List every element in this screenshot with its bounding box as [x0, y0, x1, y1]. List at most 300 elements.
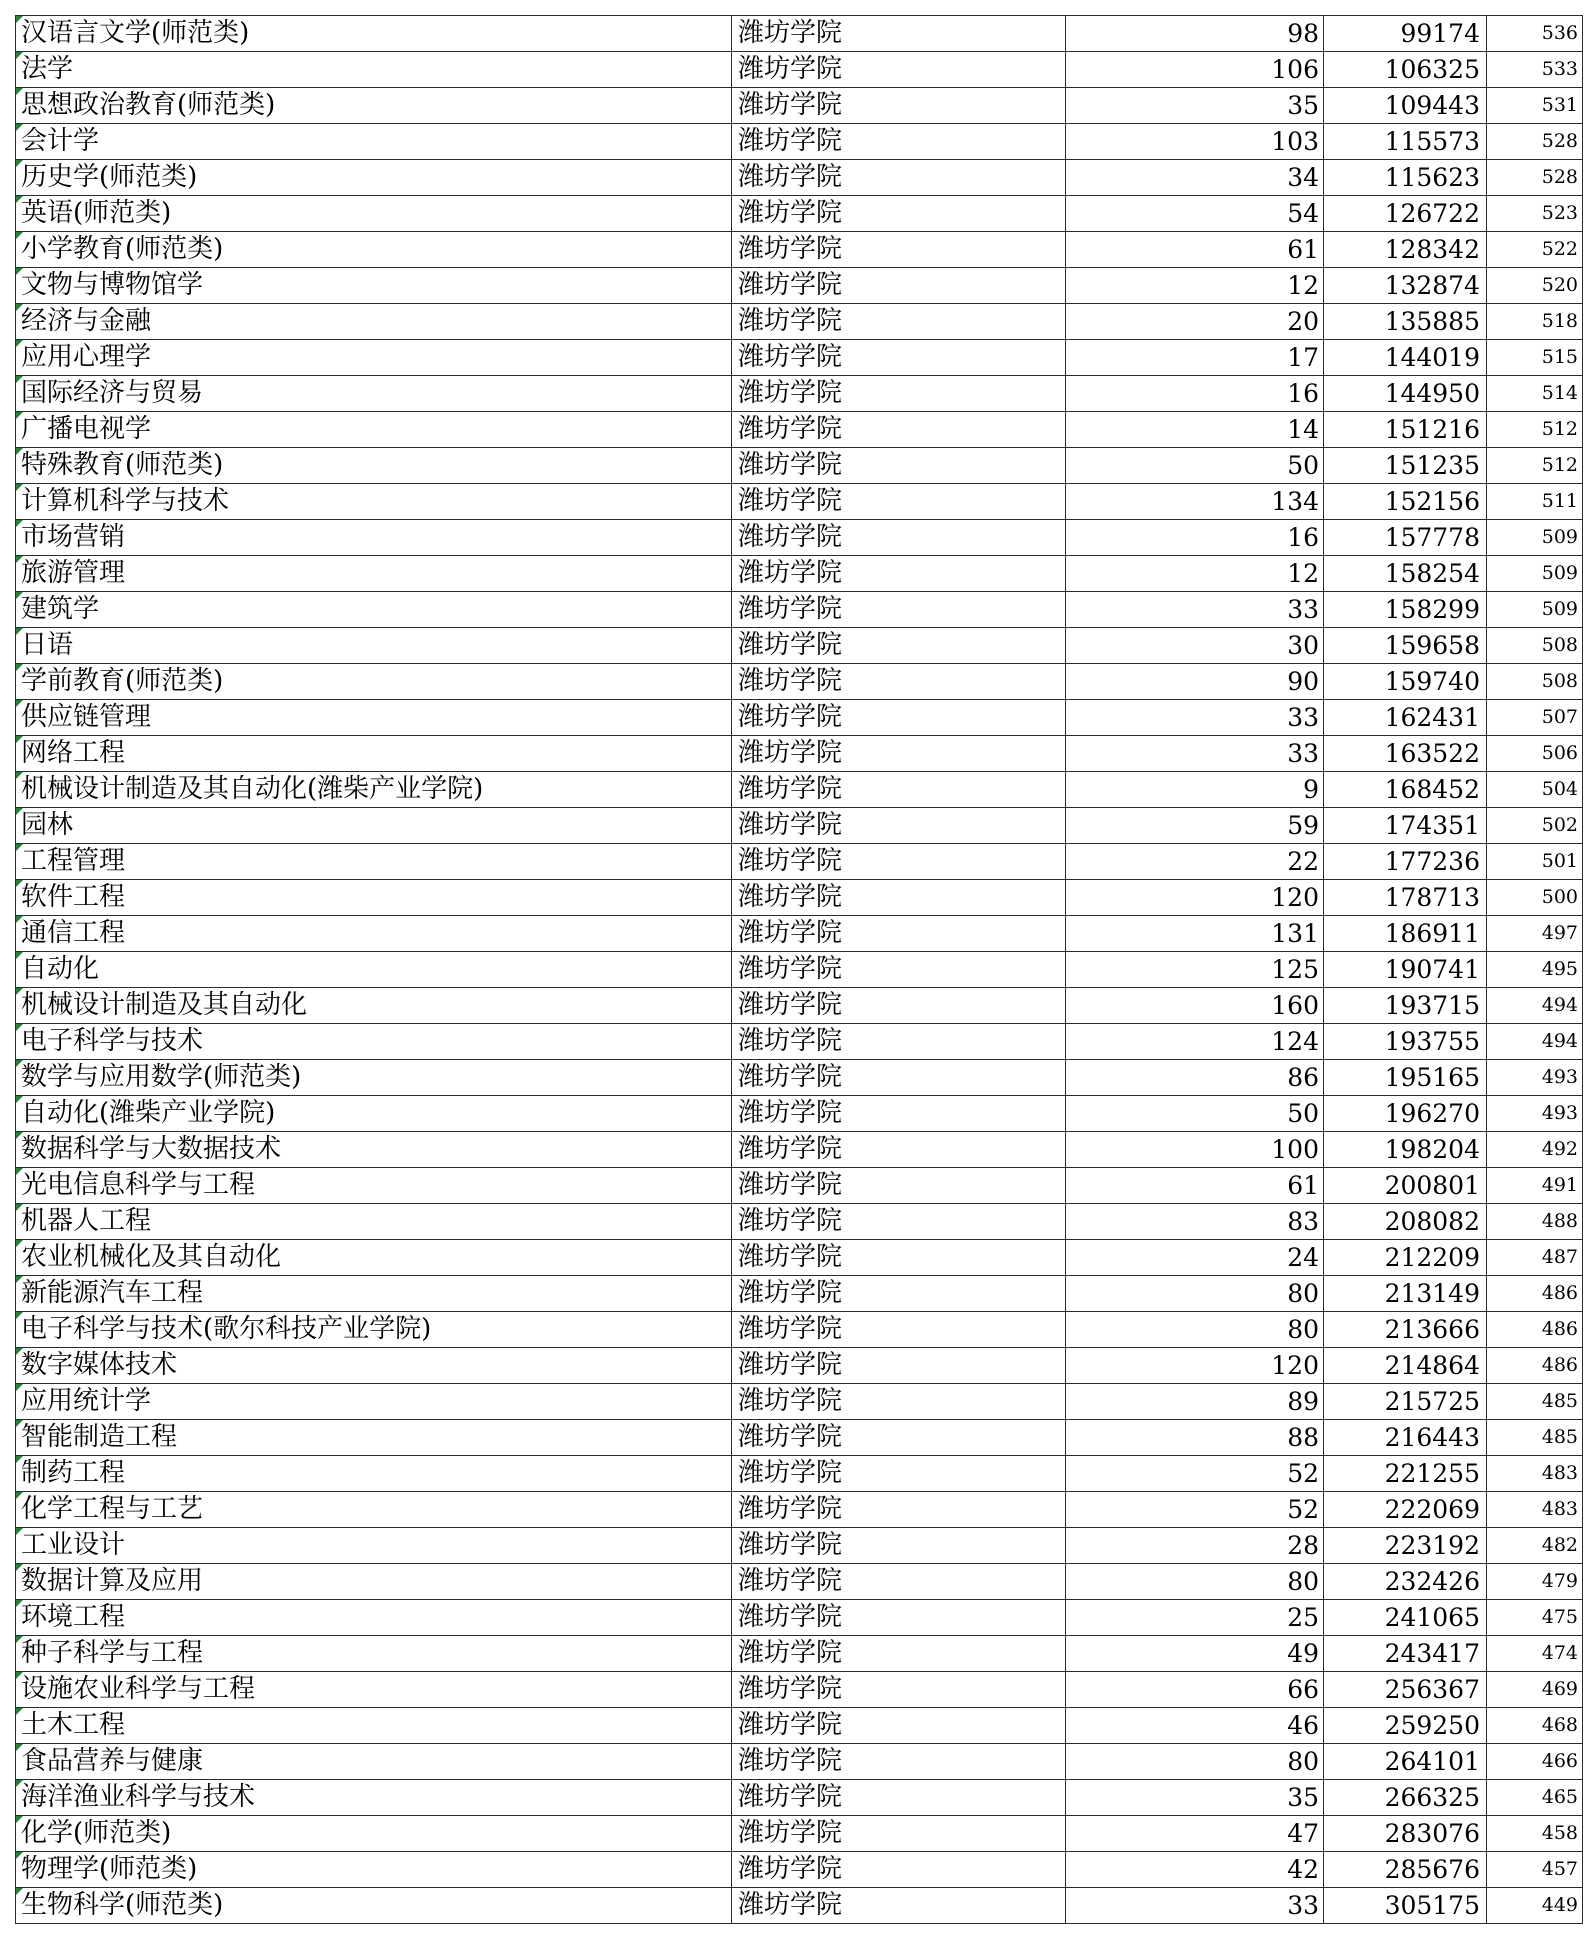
plan-count-cell[interactable]: 28 [1066, 1528, 1324, 1564]
table-row [16, 736, 1583, 772]
min-score-cell[interactable]: 493 [1487, 1060, 1583, 1096]
school-cell[interactable]: 潍坊学院 [732, 1348, 1066, 1384]
min-rank-cell[interactable]: 163522 [1324, 736, 1487, 772]
min-rank-cell[interactable]: 256367 [1324, 1672, 1487, 1708]
min-rank-cell[interactable]: 159740 [1324, 664, 1487, 700]
min-score-cell[interactable]: 485 [1487, 1384, 1583, 1420]
school-cell[interactable]: 潍坊学院 [732, 844, 1066, 880]
min-score-cell[interactable]: 486 [1487, 1348, 1583, 1384]
major-cell[interactable]: 历史学(师范类) [16, 160, 732, 196]
min-rank-cell[interactable]: 198204 [1324, 1132, 1487, 1168]
plan-count-cell[interactable]: 33 [1066, 592, 1324, 628]
school-cell[interactable]: 潍坊学院 [732, 124, 1066, 160]
min-score-cell[interactable]: 522 [1487, 232, 1583, 268]
min-rank-cell[interactable]: 213149 [1324, 1276, 1487, 1312]
table-row [16, 1204, 1583, 1240]
major-cell[interactable]: 土木工程 [16, 1708, 732, 1744]
table-body [16, 16, 1583, 1924]
school-cell[interactable]: 潍坊学院 [732, 1780, 1066, 1816]
plan-count-cell[interactable]: 134 [1066, 484, 1324, 520]
school-cell[interactable]: 潍坊学院 [732, 1276, 1066, 1312]
plan-count-cell[interactable]: 12 [1066, 556, 1324, 592]
min-rank-cell[interactable]: 158299 [1324, 592, 1487, 628]
min-score-cell[interactable]: 495 [1487, 952, 1583, 988]
min-score-cell[interactable]: 469 [1487, 1672, 1583, 1708]
plan-count-cell[interactable]: 22 [1066, 844, 1324, 880]
plan-count-cell[interactable]: 80 [1066, 1276, 1324, 1312]
major-cell[interactable]: 通信工程 [16, 916, 732, 952]
plan-count-cell[interactable]: 125 [1066, 952, 1324, 988]
school-cell[interactable]: 潍坊学院 [732, 1492, 1066, 1528]
min-rank-cell[interactable]: 177236 [1324, 844, 1487, 880]
plan-count-cell[interactable]: 20 [1066, 304, 1324, 340]
plan-count-cell[interactable]: 54 [1066, 196, 1324, 232]
major-cell[interactable]: 供应链管理 [16, 700, 732, 736]
plan-count-cell[interactable]: 80 [1066, 1564, 1324, 1600]
plan-count-cell[interactable]: 98 [1066, 16, 1324, 52]
table-row [16, 952, 1583, 988]
min-score-cell[interactable]: 531 [1487, 88, 1583, 124]
school-cell[interactable]: 潍坊学院 [732, 1708, 1066, 1744]
min-rank-cell[interactable]: 168452 [1324, 772, 1487, 808]
major-cell[interactable]: 环境工程 [16, 1600, 732, 1636]
school-cell[interactable]: 潍坊学院 [732, 808, 1066, 844]
major-cell[interactable]: 学前教育(师范类) [16, 664, 732, 700]
min-score-cell[interactable]: 497 [1487, 916, 1583, 952]
major-cell[interactable]: 数据计算及应用 [16, 1564, 732, 1600]
plan-count-cell[interactable]: 33 [1066, 700, 1324, 736]
table-row [16, 592, 1583, 628]
major-cell[interactable]: 农业机械化及其自动化 [16, 1240, 732, 1276]
plan-count-cell[interactable]: 42 [1066, 1852, 1324, 1888]
min-score-cell[interactable]: 502 [1487, 808, 1583, 844]
major-cell[interactable]: 设施农业科学与工程 [16, 1672, 732, 1708]
min-rank-cell[interactable]: 190741 [1324, 952, 1487, 988]
min-rank-cell[interactable]: 151235 [1324, 448, 1487, 484]
min-rank-cell[interactable]: 193715 [1324, 988, 1487, 1024]
plan-count-cell[interactable]: 103 [1066, 124, 1324, 160]
major-cell[interactable]: 小学教育(师范类) [16, 232, 732, 268]
major-cell[interactable]: 新能源汽车工程 [16, 1276, 732, 1312]
min-score-cell[interactable]: 492 [1487, 1132, 1583, 1168]
school-cell[interactable]: 潍坊学院 [732, 1312, 1066, 1348]
min-rank-cell[interactable]: 232426 [1324, 1564, 1487, 1600]
min-score-cell[interactable]: 494 [1487, 1024, 1583, 1060]
min-score-cell[interactable]: 504 [1487, 772, 1583, 808]
min-score-cell[interactable]: 485 [1487, 1420, 1583, 1456]
major-cell[interactable]: 国际经济与贸易 [16, 376, 732, 412]
min-rank-cell[interactable]: 162431 [1324, 700, 1487, 736]
table-row [16, 1132, 1583, 1168]
plan-count-cell[interactable]: 160 [1066, 988, 1324, 1024]
school-cell[interactable]: 潍坊学院 [732, 1240, 1066, 1276]
major-cell[interactable]: 软件工程 [16, 880, 732, 916]
plan-count-cell[interactable]: 9 [1066, 772, 1324, 808]
school-cell[interactable]: 潍坊学院 [732, 448, 1066, 484]
min-rank-cell[interactable]: 259250 [1324, 1708, 1487, 1744]
school-cell[interactable]: 潍坊学院 [732, 988, 1066, 1024]
major-cell[interactable]: 广播电视学 [16, 412, 732, 448]
major-cell[interactable]: 汉语言文学(师范类) [16, 16, 732, 52]
school-cell[interactable]: 潍坊学院 [732, 1060, 1066, 1096]
major-cell[interactable]: 生物科学(师范类) [16, 1888, 732, 1924]
table-row [16, 1348, 1583, 1384]
min-score-cell[interactable]: 523 [1487, 196, 1583, 232]
plan-count-cell[interactable]: 46 [1066, 1708, 1324, 1744]
min-score-cell[interactable]: 509 [1487, 520, 1583, 556]
min-score-cell[interactable]: 486 [1487, 1312, 1583, 1348]
min-score-cell[interactable]: 465 [1487, 1780, 1583, 1816]
plan-count-cell[interactable]: 100 [1066, 1132, 1324, 1168]
min-rank-cell[interactable]: 213666 [1324, 1312, 1487, 1348]
school-cell[interactable]: 潍坊学院 [732, 880, 1066, 916]
major-cell[interactable]: 制药工程 [16, 1456, 732, 1492]
min-rank-cell[interactable]: 157778 [1324, 520, 1487, 556]
major-cell[interactable]: 应用统计学 [16, 1384, 732, 1420]
table-row [16, 52, 1583, 88]
school-cell[interactable]: 潍坊学院 [732, 1204, 1066, 1240]
major-cell[interactable]: 自动化(潍柴产业学院) [16, 1096, 732, 1132]
min-rank-cell[interactable]: 144019 [1324, 340, 1487, 376]
min-rank-cell[interactable]: 135885 [1324, 304, 1487, 340]
min-rank-cell[interactable]: 285676 [1324, 1852, 1487, 1888]
school-cell[interactable]: 潍坊学院 [732, 1456, 1066, 1492]
school-cell[interactable]: 潍坊学院 [732, 232, 1066, 268]
table-row [16, 664, 1583, 700]
plan-count-cell[interactable]: 14 [1066, 412, 1324, 448]
major-cell[interactable]: 建筑学 [16, 592, 732, 628]
plan-count-cell[interactable]: 59 [1066, 808, 1324, 844]
major-cell[interactable]: 特殊教育(师范类) [16, 448, 732, 484]
min-rank-cell[interactable]: 196270 [1324, 1096, 1487, 1132]
min-score-cell[interactable]: 482 [1487, 1528, 1583, 1564]
major-cell[interactable]: 网络工程 [16, 736, 732, 772]
major-cell[interactable]: 电子科学与技术 [16, 1024, 732, 1060]
table-row [16, 700, 1583, 736]
min-score-cell[interactable]: 515 [1487, 340, 1583, 376]
min-score-cell[interactable]: 506 [1487, 736, 1583, 772]
min-score-cell[interactable]: 528 [1487, 124, 1583, 160]
plan-count-cell[interactable]: 83 [1066, 1204, 1324, 1240]
plan-count-cell[interactable]: 90 [1066, 664, 1324, 700]
min-score-cell[interactable]: 449 [1487, 1888, 1583, 1924]
table-row [16, 1312, 1583, 1348]
plan-count-cell[interactable]: 50 [1066, 448, 1324, 484]
major-cell[interactable]: 数字媒体技术 [16, 1348, 732, 1384]
min-score-cell[interactable]: 512 [1487, 412, 1583, 448]
table-row [16, 340, 1583, 376]
major-cell[interactable]: 思想政治教育(师范类) [16, 88, 732, 124]
min-rank-cell[interactable]: 212209 [1324, 1240, 1487, 1276]
min-rank-cell[interactable]: 158254 [1324, 556, 1487, 592]
table-row [16, 1240, 1583, 1276]
min-score-cell[interactable]: 488 [1487, 1204, 1583, 1240]
school-cell[interactable]: 潍坊学院 [732, 88, 1066, 124]
min-score-cell[interactable]: 520 [1487, 268, 1583, 304]
min-rank-cell[interactable]: 174351 [1324, 808, 1487, 844]
table-row [16, 1816, 1583, 1852]
min-rank-cell[interactable]: 193755 [1324, 1024, 1487, 1060]
min-score-cell[interactable]: 511 [1487, 484, 1583, 520]
min-score-cell[interactable]: 466 [1487, 1744, 1583, 1780]
plan-count-cell[interactable]: 24 [1066, 1240, 1324, 1276]
school-cell[interactable]: 潍坊学院 [732, 1420, 1066, 1456]
min-rank-cell[interactable]: 126722 [1324, 196, 1487, 232]
table-row [16, 1096, 1583, 1132]
major-cell[interactable]: 法学 [16, 52, 732, 88]
plan-count-cell[interactable]: 80 [1066, 1744, 1324, 1780]
table-row [16, 880, 1583, 916]
min-score-cell[interactable]: 491 [1487, 1168, 1583, 1204]
major-cell[interactable]: 种子科学与工程 [16, 1636, 732, 1672]
major-cell[interactable]: 文物与博物馆学 [16, 268, 732, 304]
min-rank-cell[interactable]: 214864 [1324, 1348, 1487, 1384]
school-cell[interactable]: 潍坊学院 [732, 1888, 1066, 1924]
min-rank-cell[interactable]: 99174 [1324, 16, 1487, 52]
min-rank-cell[interactable]: 195165 [1324, 1060, 1487, 1096]
table-row [16, 520, 1583, 556]
school-cell[interactable]: 潍坊学院 [732, 520, 1066, 556]
major-cell[interactable]: 食品营养与健康 [16, 1744, 732, 1780]
major-cell[interactable]: 海洋渔业科学与技术 [16, 1780, 732, 1816]
min-score-cell[interactable]: 507 [1487, 700, 1583, 736]
min-score-cell[interactable]: 501 [1487, 844, 1583, 880]
plan-count-cell[interactable]: 34 [1066, 160, 1324, 196]
min-score-cell[interactable]: 528 [1487, 160, 1583, 196]
table-row [16, 772, 1583, 808]
min-score-cell[interactable]: 533 [1487, 52, 1583, 88]
plan-count-cell[interactable]: 86 [1066, 1060, 1324, 1096]
plan-count-cell[interactable]: 52 [1066, 1456, 1324, 1492]
table-row [16, 988, 1583, 1024]
table-row [16, 1168, 1583, 1204]
min-score-cell[interactable]: 474 [1487, 1636, 1583, 1672]
school-cell[interactable]: 潍坊学院 [732, 592, 1066, 628]
plan-count-cell[interactable]: 50 [1066, 1096, 1324, 1132]
school-cell[interactable]: 潍坊学院 [732, 628, 1066, 664]
min-rank-cell[interactable]: 128342 [1324, 232, 1487, 268]
min-score-cell[interactable]: 494 [1487, 988, 1583, 1024]
major-cell[interactable]: 工程管理 [16, 844, 732, 880]
major-cell[interactable]: 化学(师范类) [16, 1816, 732, 1852]
min-rank-cell[interactable]: 223192 [1324, 1528, 1487, 1564]
plan-count-cell[interactable]: 106 [1066, 52, 1324, 88]
table-row [16, 1600, 1583, 1636]
plan-count-cell[interactable]: 66 [1066, 1672, 1324, 1708]
min-rank-cell[interactable]: 109443 [1324, 88, 1487, 124]
school-cell[interactable]: 潍坊学院 [732, 268, 1066, 304]
table-row [16, 88, 1583, 124]
min-score-cell[interactable]: 536 [1487, 16, 1583, 52]
school-cell[interactable]: 潍坊学院 [732, 556, 1066, 592]
min-rank-cell[interactable]: 305175 [1324, 1888, 1487, 1924]
min-score-cell[interactable]: 487 [1487, 1240, 1583, 1276]
plan-count-cell[interactable]: 52 [1066, 1492, 1324, 1528]
school-cell[interactable]: 潍坊学院 [732, 952, 1066, 988]
major-cell[interactable]: 物理学(师范类) [16, 1852, 732, 1888]
min-rank-cell[interactable]: 221255 [1324, 1456, 1487, 1492]
plan-count-cell[interactable]: 61 [1066, 232, 1324, 268]
min-score-cell[interactable]: 508 [1487, 664, 1583, 700]
min-score-cell[interactable]: 508 [1487, 628, 1583, 664]
min-rank-cell[interactable]: 241065 [1324, 1600, 1487, 1636]
min-rank-cell[interactable]: 144950 [1324, 376, 1487, 412]
school-cell[interactable]: 潍坊学院 [732, 196, 1066, 232]
min-score-cell[interactable]: 512 [1487, 448, 1583, 484]
table-row [16, 1024, 1583, 1060]
table-row [16, 808, 1583, 844]
school-cell[interactable]: 潍坊学院 [732, 1672, 1066, 1708]
major-cell[interactable]: 旅游管理 [16, 556, 732, 592]
school-cell[interactable]: 潍坊学院 [732, 916, 1066, 952]
plan-count-cell[interactable]: 88 [1066, 1420, 1324, 1456]
school-cell[interactable]: 潍坊学院 [732, 1528, 1066, 1564]
major-cell[interactable]: 机械设计制造及其自动化 [16, 988, 732, 1024]
plan-count-cell[interactable]: 61 [1066, 1168, 1324, 1204]
min-score-cell[interactable]: 458 [1487, 1816, 1583, 1852]
table-row [16, 1672, 1583, 1708]
min-score-cell[interactable]: 457 [1487, 1852, 1583, 1888]
major-cell[interactable]: 智能制造工程 [16, 1420, 732, 1456]
min-score-cell[interactable]: 483 [1487, 1492, 1583, 1528]
school-cell[interactable]: 潍坊学院 [732, 160, 1066, 196]
min-score-cell[interactable]: 475 [1487, 1600, 1583, 1636]
school-cell[interactable]: 潍坊学院 [732, 1564, 1066, 1600]
min-rank-cell[interactable]: 208082 [1324, 1204, 1487, 1240]
school-cell[interactable]: 潍坊学院 [732, 1852, 1066, 1888]
major-cell[interactable]: 经济与金融 [16, 304, 732, 340]
min-rank-cell[interactable]: 215725 [1324, 1384, 1487, 1420]
table-row [16, 1780, 1583, 1816]
major-cell[interactable]: 数据科学与大数据技术 [16, 1132, 732, 1168]
min-score-cell[interactable]: 468 [1487, 1708, 1583, 1744]
plan-count-cell[interactable]: 89 [1066, 1384, 1324, 1420]
plan-count-cell[interactable]: 25 [1066, 1600, 1324, 1636]
min-score-cell[interactable]: 518 [1487, 304, 1583, 340]
min-rank-cell[interactable]: 216443 [1324, 1420, 1487, 1456]
plan-count-cell[interactable]: 16 [1066, 520, 1324, 556]
school-cell[interactable]: 潍坊学院 [732, 1384, 1066, 1420]
plan-count-cell[interactable]: 47 [1066, 1816, 1324, 1852]
school-cell[interactable]: 潍坊学院 [732, 1816, 1066, 1852]
school-cell[interactable]: 潍坊学院 [732, 1096, 1066, 1132]
min-rank-cell[interactable]: 159658 [1324, 628, 1487, 664]
min-rank-cell[interactable]: 132874 [1324, 268, 1487, 304]
min-rank-cell[interactable]: 106325 [1324, 52, 1487, 88]
table-row [16, 844, 1583, 880]
major-cell[interactable]: 应用心理学 [16, 340, 732, 376]
school-cell[interactable]: 潍坊学院 [732, 1744, 1066, 1780]
table-row [16, 304, 1583, 340]
min-rank-cell[interactable]: 186911 [1324, 916, 1487, 952]
school-cell[interactable]: 潍坊学院 [732, 16, 1066, 52]
major-cell[interactable]: 自动化 [16, 952, 732, 988]
major-cell[interactable]: 英语(师范类) [16, 196, 732, 232]
table-row [16, 196, 1583, 232]
plan-count-cell[interactable]: 12 [1066, 268, 1324, 304]
major-cell[interactable]: 会计学 [16, 124, 732, 160]
min-rank-cell[interactable]: 222069 [1324, 1492, 1487, 1528]
min-rank-cell[interactable]: 264101 [1324, 1744, 1487, 1780]
min-score-cell[interactable]: 509 [1487, 556, 1583, 592]
min-score-cell[interactable]: 486 [1487, 1276, 1583, 1312]
min-rank-cell[interactable]: 283076 [1324, 1816, 1487, 1852]
plan-count-cell[interactable]: 17 [1066, 340, 1324, 376]
school-cell[interactable]: 潍坊学院 [732, 340, 1066, 376]
min-rank-cell[interactable]: 266325 [1324, 1780, 1487, 1816]
min-score-cell[interactable]: 479 [1487, 1564, 1583, 1600]
min-rank-cell[interactable]: 152156 [1324, 484, 1487, 520]
school-cell[interactable]: 潍坊学院 [732, 736, 1066, 772]
major-cell[interactable]: 光电信息科学与工程 [16, 1168, 732, 1204]
min-rank-cell[interactable]: 178713 [1324, 880, 1487, 916]
plan-count-cell[interactable]: 120 [1066, 1348, 1324, 1384]
school-cell[interactable]: 潍坊学院 [732, 1132, 1066, 1168]
min-score-cell[interactable]: 500 [1487, 880, 1583, 916]
school-cell[interactable]: 潍坊学院 [732, 376, 1066, 412]
school-cell[interactable]: 潍坊学院 [732, 700, 1066, 736]
min-rank-cell[interactable]: 115623 [1324, 160, 1487, 196]
min-score-cell[interactable]: 509 [1487, 592, 1583, 628]
major-cell[interactable]: 电子科学与技术(歌尔科技产业学院) [16, 1312, 732, 1348]
table-row [16, 1708, 1583, 1744]
min-score-cell[interactable]: 514 [1487, 376, 1583, 412]
school-cell[interactable]: 潍坊学院 [732, 1168, 1066, 1204]
major-cell[interactable]: 机械设计制造及其自动化(潍柴产业学院) [16, 772, 732, 808]
school-cell[interactable]: 潍坊学院 [732, 52, 1066, 88]
major-cell[interactable]: 计算机科学与技术 [16, 484, 732, 520]
min-score-cell[interactable]: 493 [1487, 1096, 1583, 1132]
plan-count-cell[interactable]: 124 [1066, 1024, 1324, 1060]
plan-count-cell[interactable]: 131 [1066, 916, 1324, 952]
major-cell[interactable]: 市场营销 [16, 520, 732, 556]
plan-count-cell[interactable]: 35 [1066, 88, 1324, 124]
plan-count-cell[interactable]: 30 [1066, 628, 1324, 664]
table-row [16, 124, 1583, 160]
plan-count-cell[interactable]: 80 [1066, 1312, 1324, 1348]
plan-count-cell[interactable]: 16 [1066, 376, 1324, 412]
table-row [16, 16, 1583, 52]
admission-table [15, 15, 1583, 1924]
school-cell[interactable]: 潍坊学院 [732, 1636, 1066, 1672]
min-score-cell[interactable]: 483 [1487, 1456, 1583, 1492]
min-rank-cell[interactable]: 200801 [1324, 1168, 1487, 1204]
major-cell[interactable]: 日语 [16, 628, 732, 664]
major-cell[interactable]: 化学工程与工艺 [16, 1492, 732, 1528]
major-cell[interactable]: 机器人工程 [16, 1204, 732, 1240]
min-rank-cell[interactable]: 243417 [1324, 1636, 1487, 1672]
school-cell[interactable]: 潍坊学院 [732, 1024, 1066, 1060]
school-cell[interactable]: 潍坊学院 [732, 664, 1066, 700]
school-cell[interactable]: 潍坊学院 [732, 1600, 1066, 1636]
school-cell[interactable]: 潍坊学院 [732, 412, 1066, 448]
major-cell[interactable]: 园林 [16, 808, 732, 844]
min-rank-cell[interactable]: 115573 [1324, 124, 1487, 160]
plan-count-cell[interactable]: 35 [1066, 1780, 1324, 1816]
major-cell[interactable]: 数学与应用数学(师范类) [16, 1060, 732, 1096]
school-cell[interactable]: 潍坊学院 [732, 304, 1066, 340]
plan-count-cell[interactable]: 33 [1066, 736, 1324, 772]
table-row [16, 376, 1583, 412]
major-cell[interactable]: 工业设计 [16, 1528, 732, 1564]
plan-count-cell[interactable]: 49 [1066, 1636, 1324, 1672]
min-rank-cell[interactable]: 151216 [1324, 412, 1487, 448]
school-cell[interactable]: 潍坊学院 [732, 772, 1066, 808]
plan-count-cell[interactable]: 33 [1066, 1888, 1324, 1924]
school-cell[interactable]: 潍坊学院 [732, 484, 1066, 520]
plan-count-cell[interactable]: 120 [1066, 880, 1324, 916]
table-row [16, 1636, 1583, 1672]
